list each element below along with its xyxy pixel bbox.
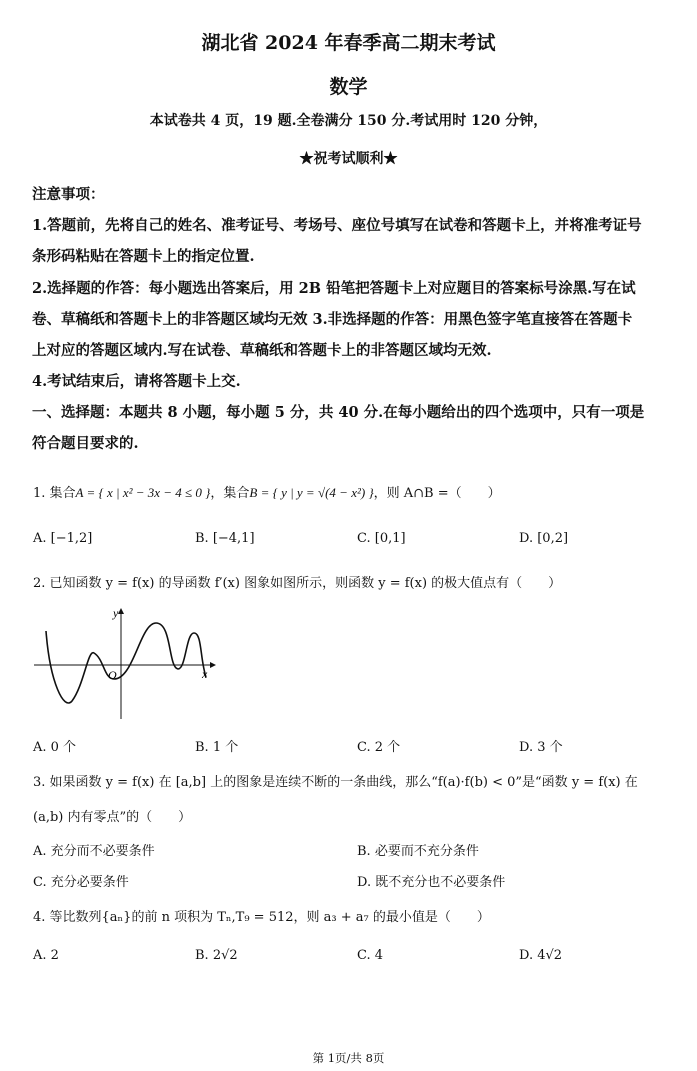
q2-option-a[interactable]: A. 0 个 (33, 740, 77, 755)
q2-option-c[interactable]: C. 2 个 (357, 740, 401, 755)
q2-option-d[interactable]: D. 3 个 (519, 740, 563, 755)
question-3-line-1: 3. 如果函数 y = f(x) 在 [a,b] 上的图象是连续不断的一条曲线，那么“f(a)·f(b) < 0”是“函数 y = f(x) 在 (33, 775, 638, 790)
q2-option-b[interactable]: B. 1 个 (195, 740, 239, 755)
note-2-line-2: 卷、草稿纸和答题卡上的非答题区域均无效 3.非选择题的作答：用黑色签字笔直接答在答题卡 (32, 311, 633, 328)
notes-heading: 注意事项： (32, 186, 105, 203)
derivative-graph (30, 603, 220, 723)
note-4: 4.考试结束后，请将答题卡上交. (32, 373, 241, 390)
q3-option-c[interactable]: C. 充分必要条件 (33, 875, 129, 890)
x-axis-label: x (202, 667, 208, 681)
q1-option-b[interactable]: B. [−4,1] (195, 531, 255, 546)
question-4-stem: 4. 等比数列{aₙ}的前 n 项积为 Tₙ,T₉ = 512，则 a₃ + a₇ 的最小值是（ ） (33, 910, 490, 925)
origin-label: O (108, 668, 117, 682)
exam-meta: 本试卷共 4 页，19 题.全卷满分 150 分.考试用时 120 分钟， (149, 113, 548, 129)
y-axis-arrow (118, 608, 124, 614)
exam-title: 湖北省 2024 年春季高二期末考试 (201, 32, 496, 54)
question-3-line-2: (a,b) 内有零点”的（ ） (33, 810, 192, 825)
q1-option-a[interactable]: A. [−1,2] (33, 531, 93, 546)
question-1-stem (33, 482, 501, 501)
note-1-line-2: 条形码粘贴在答题卡上的指定位置. (32, 248, 255, 265)
q4-option-c[interactable]: C. 4 (357, 948, 384, 963)
q3-option-d[interactable]: D. 既不充分也不必要条件 (357, 875, 506, 890)
q1-set-a: A = { x | x² − 3x − 4 ≤ 0 } (75, 485, 211, 500)
q3-option-a[interactable]: A. 充分而不必要条件 (33, 844, 155, 859)
exam-wish: ★祝考试顺利★ (299, 151, 398, 167)
note-2-line-1: 2.选择题的作答：每小题选出答案后，用 2B 铅笔把答题卡上对应题目的答案标号涂黑.写在试 (32, 280, 636, 297)
section-1-line-1: 一、选择题：本题共 8 小题，每小题 5 分，共 40 分.在每小题给出的四个选项中，只有一项是 (32, 404, 645, 421)
q1-ask: ，则 A∩B =（ ） (373, 486, 501, 501)
note-2-line-3: 上对应的答题区域内.写在试卷、草稿纸和答题卡上的非答题区域均无效. (32, 342, 492, 359)
section-1-line-2: 符合题目要求的. (32, 435, 139, 452)
question-2-stem: 2. 已知函数 y = f(x) 的导函数 f′(x) 图象如图所示，则函数 y = f(x) 的极大值点有（ ） (33, 576, 562, 591)
q3-option-b[interactable]: B. 必要而不充分条件 (357, 844, 479, 859)
y-axis-label: y (113, 606, 119, 620)
q1-option-d[interactable]: D. [0,2] (519, 531, 569, 546)
q1-set-b: B = { y | y = √(4 − x²) } (249, 485, 374, 500)
x-axis-arrow (210, 662, 216, 668)
q1-prefix: 1. 集合 (33, 486, 76, 501)
derivative-curve (46, 623, 206, 703)
q4-option-b[interactable]: B. 2√2 (195, 948, 238, 963)
q4-option-a[interactable]: A. 2 (33, 948, 59, 963)
page-footer: 第 1页/共 8页 (312, 1051, 385, 1065)
q4-option-d[interactable]: D. 4√2 (519, 948, 563, 963)
subject-title: 数学 (329, 76, 368, 98)
q1-mid: ，集合 (210, 486, 250, 501)
q1-option-c[interactable]: C. [0,1] (357, 531, 406, 546)
note-1-line-1: 1.答题前，先将自己的姓名、准考证号、考场号、座位号填写在试卷和答题卡上，并将准考证号 (32, 217, 642, 234)
